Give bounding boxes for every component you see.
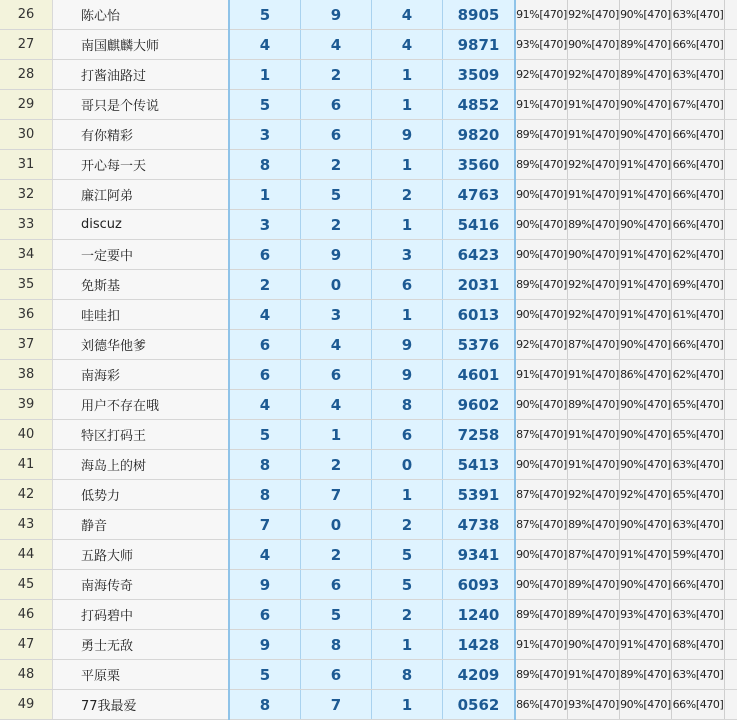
accuracy-cell: 92%[470]	[568, 270, 620, 300]
digit-cell: 5	[372, 540, 443, 570]
digit-cell: 1	[372, 90, 443, 120]
accuracy-cell: 90%[470]	[620, 510, 672, 540]
digit-cell: 3	[229, 120, 301, 150]
username-cell[interactable]: 南海彩	[53, 360, 230, 390]
rank-cell: 31	[0, 150, 53, 180]
accuracy-cell: 92%[470]	[568, 150, 620, 180]
table-row	[0, 120, 737, 150]
digit-cell: 6	[301, 570, 372, 600]
accuracy-cell: 91%[470]	[620, 300, 672, 330]
table-row	[0, 660, 737, 690]
accuracy-cell: 66%[470]	[672, 690, 725, 720]
number-cell: 5391	[443, 480, 516, 510]
username-cell[interactable]: 陈心怡	[53, 0, 230, 30]
digit-cell: 1	[229, 60, 301, 90]
accuracy-cell: 89%[470]	[620, 60, 672, 90]
accuracy-cell: 91%[470]	[620, 240, 672, 270]
row-end-cell	[725, 30, 737, 60]
accuracy-cell: 91%[470]	[568, 450, 620, 480]
number-cell: 1240	[443, 600, 516, 630]
accuracy-cell: 66%[470]	[672, 570, 725, 600]
username-cell[interactable]: 77我最爱	[53, 690, 230, 720]
accuracy-cell: 89%[470]	[568, 510, 620, 540]
digit-cell: 8	[301, 630, 372, 660]
table-row	[0, 390, 737, 420]
accuracy-cell: 92%[470]	[568, 60, 620, 90]
row-end-cell	[725, 0, 737, 30]
digit-cell: 8	[229, 480, 301, 510]
username-cell[interactable]: 用户不存在哦	[53, 390, 230, 420]
digit-cell: 9	[229, 630, 301, 660]
rank-cell: 33	[0, 210, 53, 240]
accuracy-cell: 93%[470]	[568, 690, 620, 720]
rank-cell: 43	[0, 510, 53, 540]
accuracy-cell: 90%[470]	[515, 210, 568, 240]
number-cell: 9820	[443, 120, 516, 150]
rank-cell: 40	[0, 420, 53, 450]
digit-cell: 8	[229, 150, 301, 180]
digit-cell: 2	[301, 150, 372, 180]
number-cell: 4738	[443, 510, 516, 540]
row-end-cell	[725, 210, 737, 240]
row-end-cell	[725, 300, 737, 330]
digit-cell: 6	[372, 270, 443, 300]
accuracy-cell: 91%[470]	[568, 660, 620, 690]
accuracy-cell: 89%[470]	[568, 210, 620, 240]
accuracy-cell: 59%[470]	[672, 540, 725, 570]
accuracy-cell: 65%[470]	[672, 420, 725, 450]
accuracy-cell: 87%[470]	[515, 420, 568, 450]
rank-cell: 34	[0, 240, 53, 270]
username-cell[interactable]: 南国麒麟大师	[53, 30, 230, 60]
accuracy-cell: 92%[470]	[515, 330, 568, 360]
rank-cell: 45	[0, 570, 53, 600]
accuracy-cell: 91%[470]	[620, 180, 672, 210]
digit-cell: 2	[372, 600, 443, 630]
accuracy-cell: 65%[470]	[672, 390, 725, 420]
digit-cell: 6	[372, 420, 443, 450]
number-cell: 5413	[443, 450, 516, 480]
digit-cell: 9	[372, 360, 443, 390]
rank-cell: 27	[0, 30, 53, 60]
row-end-cell	[725, 450, 737, 480]
accuracy-cell: 91%[470]	[515, 360, 568, 390]
accuracy-cell: 89%[470]	[620, 660, 672, 690]
accuracy-cell: 63%[470]	[672, 450, 725, 480]
digit-cell: 8	[229, 450, 301, 480]
accuracy-cell: 92%[470]	[568, 300, 620, 330]
accuracy-cell: 91%[470]	[620, 630, 672, 660]
accuracy-cell: 90%[470]	[515, 180, 568, 210]
table-row	[0, 420, 737, 450]
row-end-cell	[725, 150, 737, 180]
username-cell[interactable]: 勇士无敌	[53, 630, 230, 660]
accuracy-cell: 90%[470]	[620, 330, 672, 360]
digit-cell: 1	[372, 210, 443, 240]
username-cell[interactable]: 一定要中	[53, 240, 230, 270]
rank-cell: 49	[0, 690, 53, 720]
digit-cell: 4	[301, 330, 372, 360]
accuracy-cell: 89%[470]	[568, 390, 620, 420]
digit-cell: 5	[301, 180, 372, 210]
digit-cell: 2	[301, 450, 372, 480]
username-cell[interactable]: 刘德华他爹	[53, 330, 230, 360]
accuracy-cell: 91%[470]	[515, 0, 568, 30]
accuracy-cell: 68%[470]	[672, 630, 725, 660]
digit-cell: 1	[372, 630, 443, 660]
number-cell: 4601	[443, 360, 516, 390]
accuracy-cell: 87%[470]	[515, 480, 568, 510]
accuracy-cell: 90%[470]	[515, 570, 568, 600]
accuracy-cell: 87%[470]	[515, 510, 568, 540]
rank-cell: 47	[0, 630, 53, 660]
accuracy-cell: 62%[470]	[672, 360, 725, 390]
table-row	[0, 180, 737, 210]
rank-cell: 29	[0, 90, 53, 120]
rank-cell: 41	[0, 450, 53, 480]
accuracy-cell: 91%[470]	[515, 630, 568, 660]
accuracy-cell: 86%[470]	[620, 360, 672, 390]
table-row	[0, 630, 737, 660]
digit-cell: 2	[301, 210, 372, 240]
accuracy-cell: 90%[470]	[620, 420, 672, 450]
row-end-cell	[725, 420, 737, 450]
digit-cell: 2	[301, 540, 372, 570]
digit-cell: 2	[229, 270, 301, 300]
digit-cell: 0	[301, 510, 372, 540]
digit-cell: 6	[229, 600, 301, 630]
number-cell: 6423	[443, 240, 516, 270]
accuracy-cell: 90%[470]	[515, 300, 568, 330]
accuracy-cell: 69%[470]	[672, 270, 725, 300]
accuracy-cell: 91%[470]	[620, 270, 672, 300]
digit-cell: 3	[301, 300, 372, 330]
accuracy-cell: 62%[470]	[672, 240, 725, 270]
digit-cell: 6	[301, 360, 372, 390]
accuracy-cell: 89%[470]	[515, 270, 568, 300]
username-cell[interactable]: 静音	[53, 510, 230, 540]
table-row	[0, 360, 737, 390]
rank-cell: 26	[0, 0, 53, 30]
accuracy-cell: 90%[470]	[620, 210, 672, 240]
row-end-cell	[725, 60, 737, 90]
username-cell[interactable]: 平原栗	[53, 660, 230, 690]
digit-cell: 5	[229, 420, 301, 450]
table-row	[0, 570, 737, 600]
number-cell: 6013	[443, 300, 516, 330]
number-cell: 9602	[443, 390, 516, 420]
table-row	[0, 600, 737, 630]
digit-cell: 5	[229, 660, 301, 690]
digit-cell: 8	[372, 390, 443, 420]
digit-cell: 9	[301, 0, 372, 30]
accuracy-cell: 93%[470]	[620, 600, 672, 630]
digit-cell: 5	[229, 90, 301, 120]
digit-cell: 7	[301, 690, 372, 720]
table-row	[0, 210, 737, 240]
number-cell: 0562	[443, 690, 516, 720]
accuracy-cell: 92%[470]	[620, 480, 672, 510]
table-row	[0, 150, 737, 180]
accuracy-cell: 89%[470]	[620, 30, 672, 60]
digit-cell: 4	[301, 30, 372, 60]
digit-cell: 0	[301, 270, 372, 300]
accuracy-cell: 66%[470]	[672, 120, 725, 150]
digit-cell: 4	[229, 390, 301, 420]
row-end-cell	[725, 90, 737, 120]
rank-cell: 38	[0, 360, 53, 390]
accuracy-cell: 90%[470]	[620, 390, 672, 420]
username-cell[interactable]: 哥只是个传说	[53, 90, 230, 120]
rank-cell: 37	[0, 330, 53, 360]
username-cell[interactable]: 打码碧中	[53, 600, 230, 630]
accuracy-cell: 92%[470]	[568, 0, 620, 30]
accuracy-cell: 90%[470]	[568, 30, 620, 60]
rank-cell: 35	[0, 270, 53, 300]
digit-cell: 4	[229, 30, 301, 60]
digit-cell: 6	[301, 120, 372, 150]
username-cell[interactable]: 低势力	[53, 480, 230, 510]
accuracy-cell: 66%[470]	[672, 210, 725, 240]
number-cell: 2031	[443, 270, 516, 300]
username-cell[interactable]: 开心每一天	[53, 150, 230, 180]
number-cell: 5416	[443, 210, 516, 240]
accuracy-cell: 89%[470]	[515, 150, 568, 180]
digit-cell: 6	[301, 660, 372, 690]
accuracy-cell: 91%[470]	[568, 90, 620, 120]
digit-cell: 1	[372, 150, 443, 180]
table-row	[0, 540, 737, 570]
number-cell: 6093	[443, 570, 516, 600]
accuracy-cell: 90%[470]	[515, 390, 568, 420]
username-cell[interactable]: discuz	[53, 210, 230, 240]
row-end-cell	[725, 240, 737, 270]
accuracy-cell: 92%[470]	[568, 480, 620, 510]
number-cell: 5376	[443, 330, 516, 360]
digit-cell: 2	[372, 510, 443, 540]
digit-cell: 4	[229, 540, 301, 570]
row-end-cell	[725, 570, 737, 600]
rank-cell: 39	[0, 390, 53, 420]
digit-cell: 5	[372, 570, 443, 600]
number-cell: 4763	[443, 180, 516, 210]
table-row	[0, 450, 737, 480]
digit-cell: 8	[372, 660, 443, 690]
accuracy-cell: 90%[470]	[568, 630, 620, 660]
digit-cell: 6	[229, 240, 301, 270]
row-end-cell	[725, 600, 737, 630]
row-end-cell	[725, 660, 737, 690]
row-end-cell	[725, 390, 737, 420]
digit-cell: 1	[372, 300, 443, 330]
accuracy-cell: 66%[470]	[672, 330, 725, 360]
digit-cell: 1	[372, 690, 443, 720]
row-end-cell	[725, 120, 737, 150]
row-end-cell	[725, 330, 737, 360]
username-cell[interactable]: 五路大师	[53, 540, 230, 570]
accuracy-cell: 90%[470]	[620, 0, 672, 30]
row-end-cell	[725, 540, 737, 570]
rank-cell: 28	[0, 60, 53, 90]
digit-cell: 9	[229, 570, 301, 600]
digit-cell: 1	[229, 180, 301, 210]
accuracy-cell: 91%[470]	[568, 360, 620, 390]
username-cell[interactable]: 海岛上的树	[53, 450, 230, 480]
rank-cell: 46	[0, 600, 53, 630]
accuracy-cell: 66%[470]	[672, 180, 725, 210]
digit-cell: 4	[301, 390, 372, 420]
digit-cell: 5	[301, 600, 372, 630]
row-end-cell	[725, 690, 737, 720]
table-row	[0, 270, 737, 300]
row-end-cell	[725, 270, 737, 300]
rank-cell: 32	[0, 180, 53, 210]
digit-cell: 2	[372, 180, 443, 210]
digit-cell: 3	[229, 210, 301, 240]
number-cell: 9871	[443, 30, 516, 60]
digit-cell: 4	[372, 30, 443, 60]
table-row	[0, 0, 737, 30]
digit-cell: 1	[301, 420, 372, 450]
accuracy-cell: 87%[470]	[568, 330, 620, 360]
number-cell: 7258	[443, 420, 516, 450]
number-cell: 4209	[443, 660, 516, 690]
accuracy-cell: 63%[470]	[672, 600, 725, 630]
accuracy-cell: 91%[470]	[620, 150, 672, 180]
accuracy-cell: 63%[470]	[672, 0, 725, 30]
table-row	[0, 480, 737, 510]
rank-cell: 42	[0, 480, 53, 510]
digit-cell: 4	[229, 300, 301, 330]
accuracy-cell: 90%[470]	[515, 240, 568, 270]
accuracy-cell: 90%[470]	[568, 240, 620, 270]
accuracy-cell: 89%[470]	[568, 570, 620, 600]
digit-cell: 9	[301, 240, 372, 270]
table-row	[0, 240, 737, 270]
table-row	[0, 510, 737, 540]
table-row	[0, 60, 737, 90]
number-cell: 9341	[443, 540, 516, 570]
accuracy-cell: 61%[470]	[672, 300, 725, 330]
accuracy-cell: 90%[470]	[620, 570, 672, 600]
table-row	[0, 330, 737, 360]
digit-cell: 6	[301, 90, 372, 120]
digit-cell: 9	[372, 330, 443, 360]
accuracy-cell: 87%[470]	[568, 540, 620, 570]
table-row	[0, 690, 737, 720]
table-row	[0, 90, 737, 120]
digit-cell: 6	[229, 360, 301, 390]
accuracy-cell: 63%[470]	[672, 660, 725, 690]
accuracy-cell: 91%[470]	[568, 420, 620, 450]
accuracy-cell: 66%[470]	[672, 30, 725, 60]
accuracy-cell: 66%[470]	[672, 150, 725, 180]
username-cell[interactable]: 南海传奇	[53, 570, 230, 600]
row-end-cell	[725, 480, 737, 510]
digit-cell: 2	[301, 60, 372, 90]
accuracy-cell: 90%[470]	[620, 690, 672, 720]
accuracy-cell: 67%[470]	[672, 90, 725, 120]
row-end-cell	[725, 510, 737, 540]
accuracy-cell: 90%[470]	[620, 90, 672, 120]
row-end-cell	[725, 360, 737, 390]
digit-cell: 6	[229, 330, 301, 360]
username-cell[interactable]: 特区打码王	[53, 420, 230, 450]
rank-cell: 36	[0, 300, 53, 330]
accuracy-cell: 65%[470]	[672, 480, 725, 510]
number-cell: 3509	[443, 60, 516, 90]
row-end-cell	[725, 180, 737, 210]
accuracy-cell: 63%[470]	[672, 510, 725, 540]
digit-cell: 7	[301, 480, 372, 510]
accuracy-cell: 92%[470]	[515, 60, 568, 90]
table-row	[0, 30, 737, 60]
accuracy-cell: 63%[470]	[672, 60, 725, 90]
digit-cell: 0	[372, 450, 443, 480]
accuracy-cell: 91%[470]	[620, 540, 672, 570]
row-end-cell	[725, 630, 737, 660]
accuracy-cell: 89%[470]	[515, 120, 568, 150]
digit-cell: 1	[372, 60, 443, 90]
digit-cell: 3	[372, 240, 443, 270]
accuracy-cell: 91%[470]	[568, 120, 620, 150]
accuracy-cell: 90%[470]	[515, 540, 568, 570]
rank-cell: 30	[0, 120, 53, 150]
accuracy-cell: 89%[470]	[568, 600, 620, 630]
table-row	[0, 300, 737, 330]
digit-cell: 8	[229, 690, 301, 720]
number-cell: 3560	[443, 150, 516, 180]
accuracy-cell: 90%[470]	[620, 120, 672, 150]
accuracy-cell: 89%[470]	[515, 660, 568, 690]
digit-cell: 5	[229, 0, 301, 30]
username-cell[interactable]: 哇哇扣	[53, 300, 230, 330]
digit-cell: 4	[372, 0, 443, 30]
number-cell: 1428	[443, 630, 516, 660]
rank-cell: 44	[0, 540, 53, 570]
digit-cell: 7	[229, 510, 301, 540]
accuracy-cell: 93%[470]	[515, 30, 568, 60]
digit-cell: 1	[372, 480, 443, 510]
username-cell[interactable]: 打酱油路过	[53, 60, 230, 90]
accuracy-cell: 90%[470]	[620, 450, 672, 480]
accuracy-cell: 89%[470]	[515, 600, 568, 630]
accuracy-cell: 91%[470]	[515, 90, 568, 120]
number-cell: 8905	[443, 0, 516, 30]
digit-cell: 9	[372, 120, 443, 150]
number-cell: 4852	[443, 90, 516, 120]
accuracy-cell: 90%[470]	[515, 450, 568, 480]
rank-cell: 48	[0, 660, 53, 690]
username-cell[interactable]: 免斯基	[53, 270, 230, 300]
username-cell[interactable]: 有你精彩	[53, 120, 230, 150]
accuracy-cell: 91%[470]	[568, 180, 620, 210]
username-cell[interactable]: 廉江阿弟	[53, 180, 230, 210]
accuracy-cell: 86%[470]	[515, 690, 568, 720]
